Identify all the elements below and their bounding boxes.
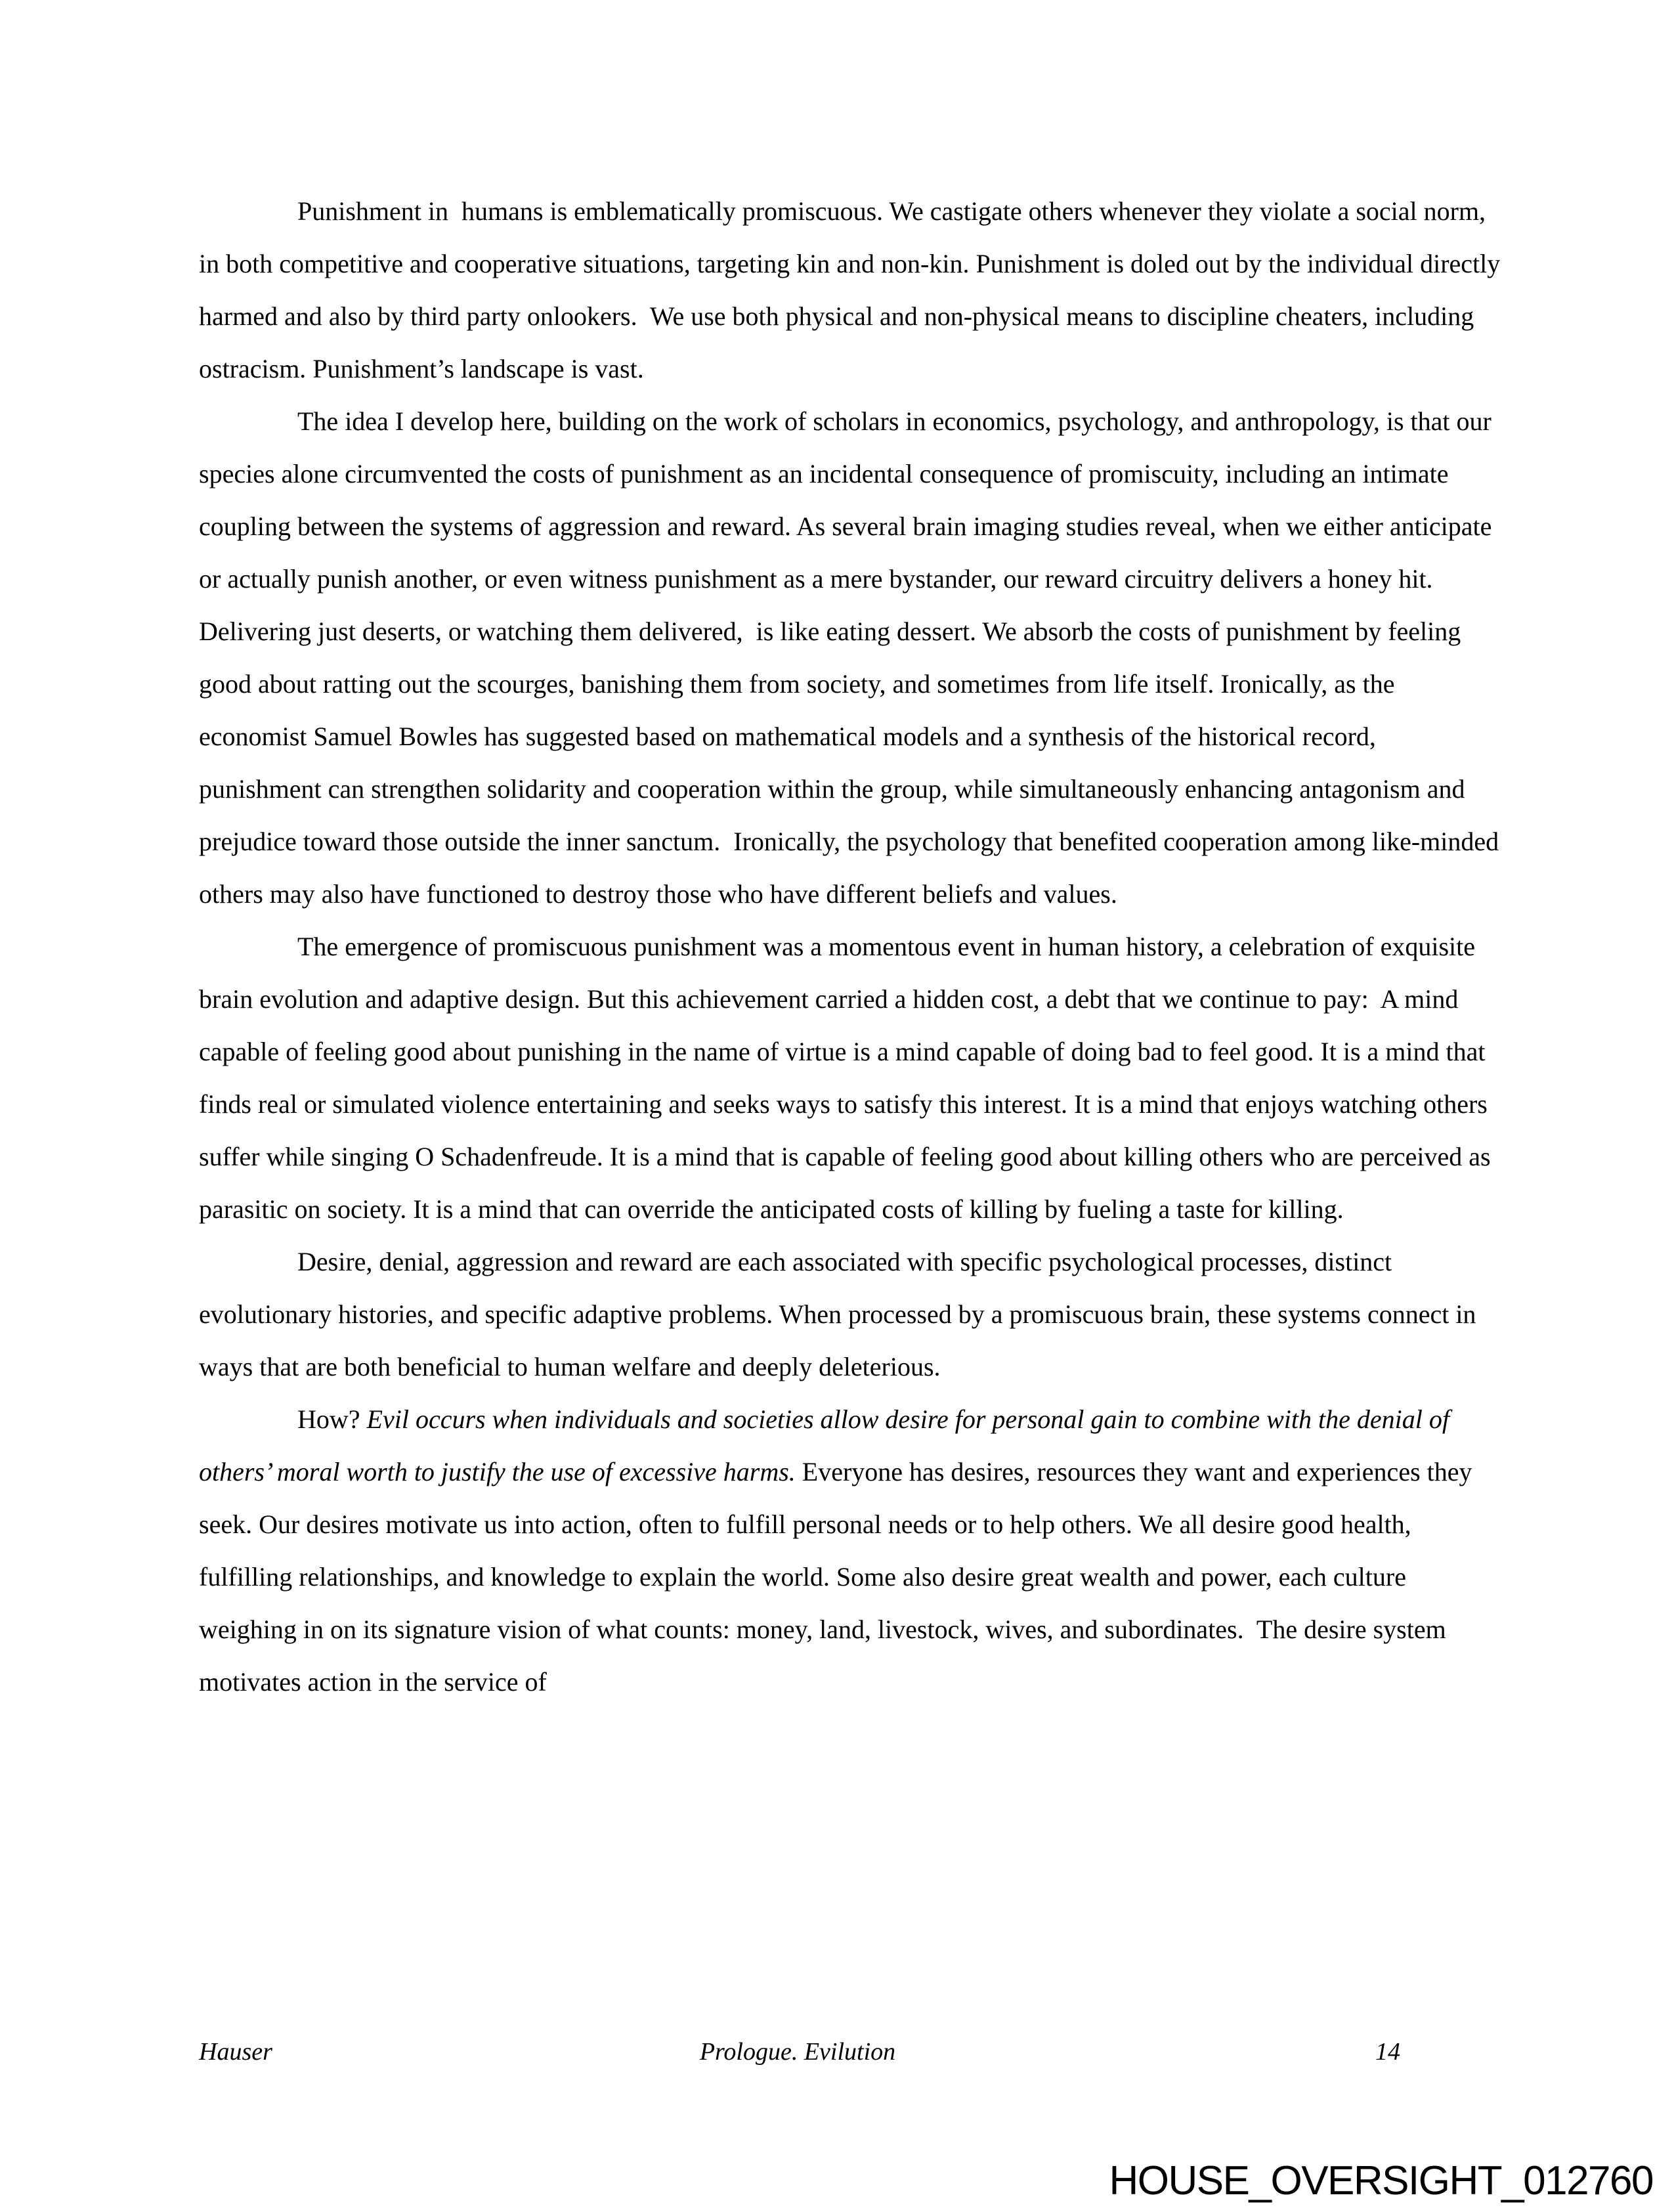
body-text [199, 185, 1507, 1708]
footer-chapter-title: Prologue. Evilution [699, 2038, 896, 2066]
text-segment: Punishment in humans is emblematically promiscuous. We castigate others whenever they violate a social norm, in both competitive and cooperative situations, targeting kin and non-kin. Punishment is doled out by the individual directly harmed and also by third party onlookers. We use both physical and non-physical means to discipline cheaters, including ostracism. Punishment’s landscape is vast. [199, 196, 1507, 383]
text-segment: Everyone has desires, resources they want and experiences they seek. Our desires motivate us into action, often to fulfill personal needs or to help others. We all desire good health, fulfilling relationships, and knowledge to explain the world. Some also desire great wealth and power, each culture weighing in on its signature vision of what counts: money, land, livestock, wives, and subordinates. The desire system motivates action in the service of [199, 1457, 1479, 1697]
paragraph [199, 1236, 1502, 1393]
italic-text-segment: Evil occurs when individuals and societies allow desire for personal gain to combine with the denial of others’ moral worth to justify the use of excessive harms. [199, 1404, 1456, 1486]
bates-stamp: HOUSE_OVERSIGHT_012760 [1109, 2158, 1653, 2203]
text-segment: The emergence of promiscuous punishment was a momentous event in human history, a celebration of exquisite brain evolution and adaptive design. But this achievement carried a hidden cost, a debt that we continue to pay: A mind capable of feeling good about punishing in the name of virtue is a mind capable of doing bad to feel good. It is a mind that finds real or simulated violence entertaining and seeks ways to satisfy this interest. It is a mind that enjoys watching others suffer while singing O Schadenfreude. It is a mind that is capable of feeling good about killing others who are perceived as parasitic on society. It is a mind that can override the anticipated costs of killing by fueling a taste for killing. [199, 932, 1497, 1224]
paragraph [199, 1393, 1502, 1708]
text-segment: Desire, denial, aggression and reward are each associated with specific psychological processes, distinct evolutionary histories, and specific adaptive problems. When processed by a promiscuous brain, these systems connect in ways that are both beneficial to human welfare and deeply deleterious. [199, 1247, 1483, 1381]
footer-page-number: 14 [1375, 2038, 1400, 2066]
paragraph [199, 185, 1507, 395]
paragraph [199, 921, 1502, 1236]
footer-author: Hauser [199, 2038, 272, 2066]
text-segment: How? [297, 1404, 367, 1434]
text-segment: The idea I develop here, building on the work of scholars in economics, psychology, and anthropology, is that our species alone circumvented the costs of punishment as an incidental consequence of promiscuity, including an intimate coupling between the systems of aggression and reward. As several brain imaging studies reveal, when we either anticipate or actually punish another, or even witness punishment as a mere bystander, our reward circuitry delivers a honey hit. Delivering just deserts, or watching them delivered, is like eating dessert. We absorb the costs of punishment by feeling good about ratting out the scourges, banishing them from society, and sometimes from life itself. Ironically, as the economist Samuel Bowles has suggested based on mathematical models and a synthesis of the historical record, punishment can strengthen solidarity and cooperation within the group, while simultaneously enhancing antagonism and prejudice toward those outside the inner sanctum. Ironically, the psychology that benefited cooperation among like-minded others may also have functioned to destroy those who have different beliefs and values. [199, 406, 1506, 909]
paragraph [199, 395, 1506, 921]
